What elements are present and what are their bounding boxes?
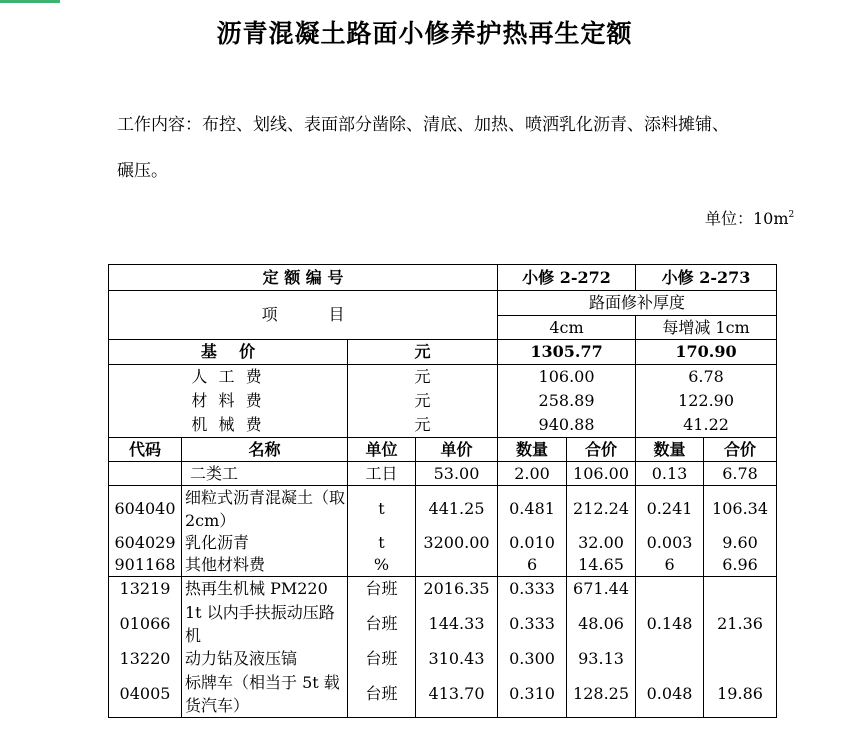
material-2-code: 604029	[109, 532, 182, 554]
material-2-price: 3200.00	[416, 532, 498, 554]
col-name: 名称	[182, 438, 348, 462]
material-3-total-a: 14.65	[567, 554, 636, 577]
labor-fee-a: 106.00	[538, 367, 595, 386]
spec-b: 每增减 1cm	[636, 316, 777, 340]
machine-4-total-b: 19.86	[704, 671, 777, 718]
quota-code-b: 小修 2-273	[636, 265, 777, 291]
fee-values-b	[636, 365, 777, 438]
machine-4-qty-a: 0.310	[498, 671, 567, 718]
work-content-line-2: 碾压。	[117, 161, 168, 181]
tab-indicator	[0, 0, 60, 3]
material-1-total-a: 212.24	[567, 486, 636, 533]
machine-fee-unit: 元	[414, 415, 431, 434]
machine-1-price: 2016.35	[416, 577, 498, 602]
labor-fee-b: 6.78	[688, 367, 724, 386]
spec-a: 4cm	[498, 316, 636, 340]
unit-label	[705, 206, 794, 229]
fee-labels	[109, 365, 348, 438]
machine-3-name: 动力钻及液压镐	[182, 647, 348, 671]
machine-3-code: 13220	[109, 647, 182, 671]
unit-superscript: 2	[788, 210, 795, 220]
col-price: 单价	[416, 438, 498, 462]
machine-2-qty-b: 0.148	[636, 601, 704, 647]
machine-1-total-a: 671.44	[567, 577, 636, 602]
material-3-qty-a: 6	[498, 554, 567, 577]
labor-name: 二类工	[182, 462, 348, 486]
material-3-qty-b: 6	[636, 554, 704, 577]
table-row-labor	[109, 462, 777, 486]
material-3-price	[416, 554, 498, 577]
material-1-code: 604040	[109, 486, 182, 533]
material-2-unit: t	[348, 532, 416, 554]
col-total-a: 合价	[567, 438, 636, 462]
table-row-machine-1	[109, 577, 777, 602]
machine-fee-b: 41.22	[683, 415, 729, 434]
machine-3-unit: 台班	[348, 647, 416, 671]
base-price-b: 170.90	[636, 340, 777, 365]
quota-table	[108, 264, 777, 718]
machine-4-qty-b: 0.048	[636, 671, 704, 718]
machine-1-name: 热再生机械 PM220	[182, 577, 348, 602]
base-price-a: 1305.77	[498, 340, 636, 365]
labor-total-b: 6.78	[704, 462, 777, 486]
machine-3-price: 310.43	[416, 647, 498, 671]
material-2-total-b: 9.60	[704, 532, 777, 554]
material-2-qty-b: 0.003	[636, 532, 704, 554]
labor-fee-label: 人 工 费	[191, 367, 265, 386]
machine-3-qty-b	[636, 647, 704, 671]
machine-4-total-a: 128.25	[567, 671, 636, 718]
table-row-material-3	[109, 554, 777, 577]
machine-2-total-a: 48.06	[567, 601, 636, 647]
machine-2-unit: 台班	[348, 601, 416, 647]
unit-text: 单位：10m	[705, 209, 789, 228]
quota-code-a: 小修 2-272	[498, 265, 636, 291]
col-qty-b: 数量	[636, 438, 704, 462]
material-2-total-a: 32.00	[567, 532, 636, 554]
material-3-total-b: 6.96	[704, 554, 777, 577]
item-label: 项 目	[109, 291, 498, 340]
material-3-unit: %	[348, 554, 416, 577]
material-fee-unit: 元	[414, 391, 431, 410]
machine-4-price: 413.70	[416, 671, 498, 718]
machine-2-qty-a: 0.333	[498, 601, 567, 647]
labor-total-a: 106.00	[567, 462, 636, 486]
machine-2-price: 144.33	[416, 601, 498, 647]
table-row-machine-2	[109, 601, 777, 647]
machine-3-total-b	[704, 647, 777, 671]
labor-qty-b: 0.13	[636, 462, 704, 486]
machine-2-code: 01066	[109, 601, 182, 647]
material-1-qty-a: 0.481	[498, 486, 567, 533]
machine-4-unit: 台班	[348, 671, 416, 718]
material-1-unit: t	[348, 486, 416, 533]
column-header-row	[109, 438, 777, 462]
fee-values-a	[498, 365, 636, 438]
machine-2-total-b: 21.36	[704, 601, 777, 647]
machine-4-name: 标牌车（相当于 5t 载货汽车）	[182, 671, 348, 718]
material-3-code: 901168	[109, 554, 182, 577]
material-fee-b: 122.90	[678, 391, 735, 410]
fee-units	[348, 365, 498, 438]
col-qty-a: 数量	[498, 438, 567, 462]
table-row-machine-4	[109, 671, 777, 718]
machine-2-name: 1t 以内手扶振动压路机	[182, 601, 348, 647]
labor-price: 53.00	[416, 462, 498, 486]
material-3-name: 其他材料费	[182, 554, 348, 577]
material-1-qty-b: 0.241	[636, 486, 704, 533]
material-2-qty-a: 0.010	[498, 532, 567, 554]
base-price-unit: 元	[348, 340, 498, 365]
table-row-machine-3	[109, 647, 777, 671]
machine-1-qty-a: 0.333	[498, 577, 567, 602]
labor-unit: 工日	[348, 462, 416, 486]
page-title: 沥青混凝土路面小修养护热再生定额	[216, 19, 633, 48]
machine-fee-a: 940.88	[538, 415, 595, 434]
material-fee-a: 258.89	[538, 391, 595, 410]
machine-1-code: 13219	[109, 577, 182, 602]
material-1-price: 441.25	[416, 486, 498, 533]
machine-fee-label: 机 械 费	[191, 415, 265, 434]
machine-3-qty-a: 0.300	[498, 647, 567, 671]
machine-3-total-a: 93.13	[567, 647, 636, 671]
base-price-label: 基 价	[109, 340, 348, 365]
quota-number-label: 定 额 编 号	[109, 265, 498, 291]
machine-4-code: 04005	[109, 671, 182, 718]
machine-1-qty-b	[636, 577, 704, 602]
col-code: 代码	[109, 438, 182, 462]
machine-1-total-b	[704, 577, 777, 602]
labor-code	[109, 462, 182, 486]
material-1-total-b: 106.34	[704, 486, 777, 533]
work-content-line-1: 工作内容：布控、划线、表面部分凿除、清底、加热、喷洒乳化沥青、添料摊铺、	[117, 115, 729, 135]
col-unit: 单位	[348, 438, 416, 462]
labor-qty-a: 2.00	[498, 462, 567, 486]
material-fee-label: 材 料 费	[191, 391, 265, 410]
labor-fee-unit: 元	[414, 367, 431, 386]
col-total-b: 合价	[704, 438, 777, 462]
material-2-name: 乳化沥青	[182, 532, 348, 554]
machine-1-unit: 台班	[348, 577, 416, 602]
table-row-material-1	[109, 486, 777, 533]
material-1-name: 细粒式沥青混凝土（取 2cm）	[182, 486, 348, 533]
table-row-material-2	[109, 532, 777, 554]
thickness-label: 路面修补厚度	[498, 291, 777, 316]
